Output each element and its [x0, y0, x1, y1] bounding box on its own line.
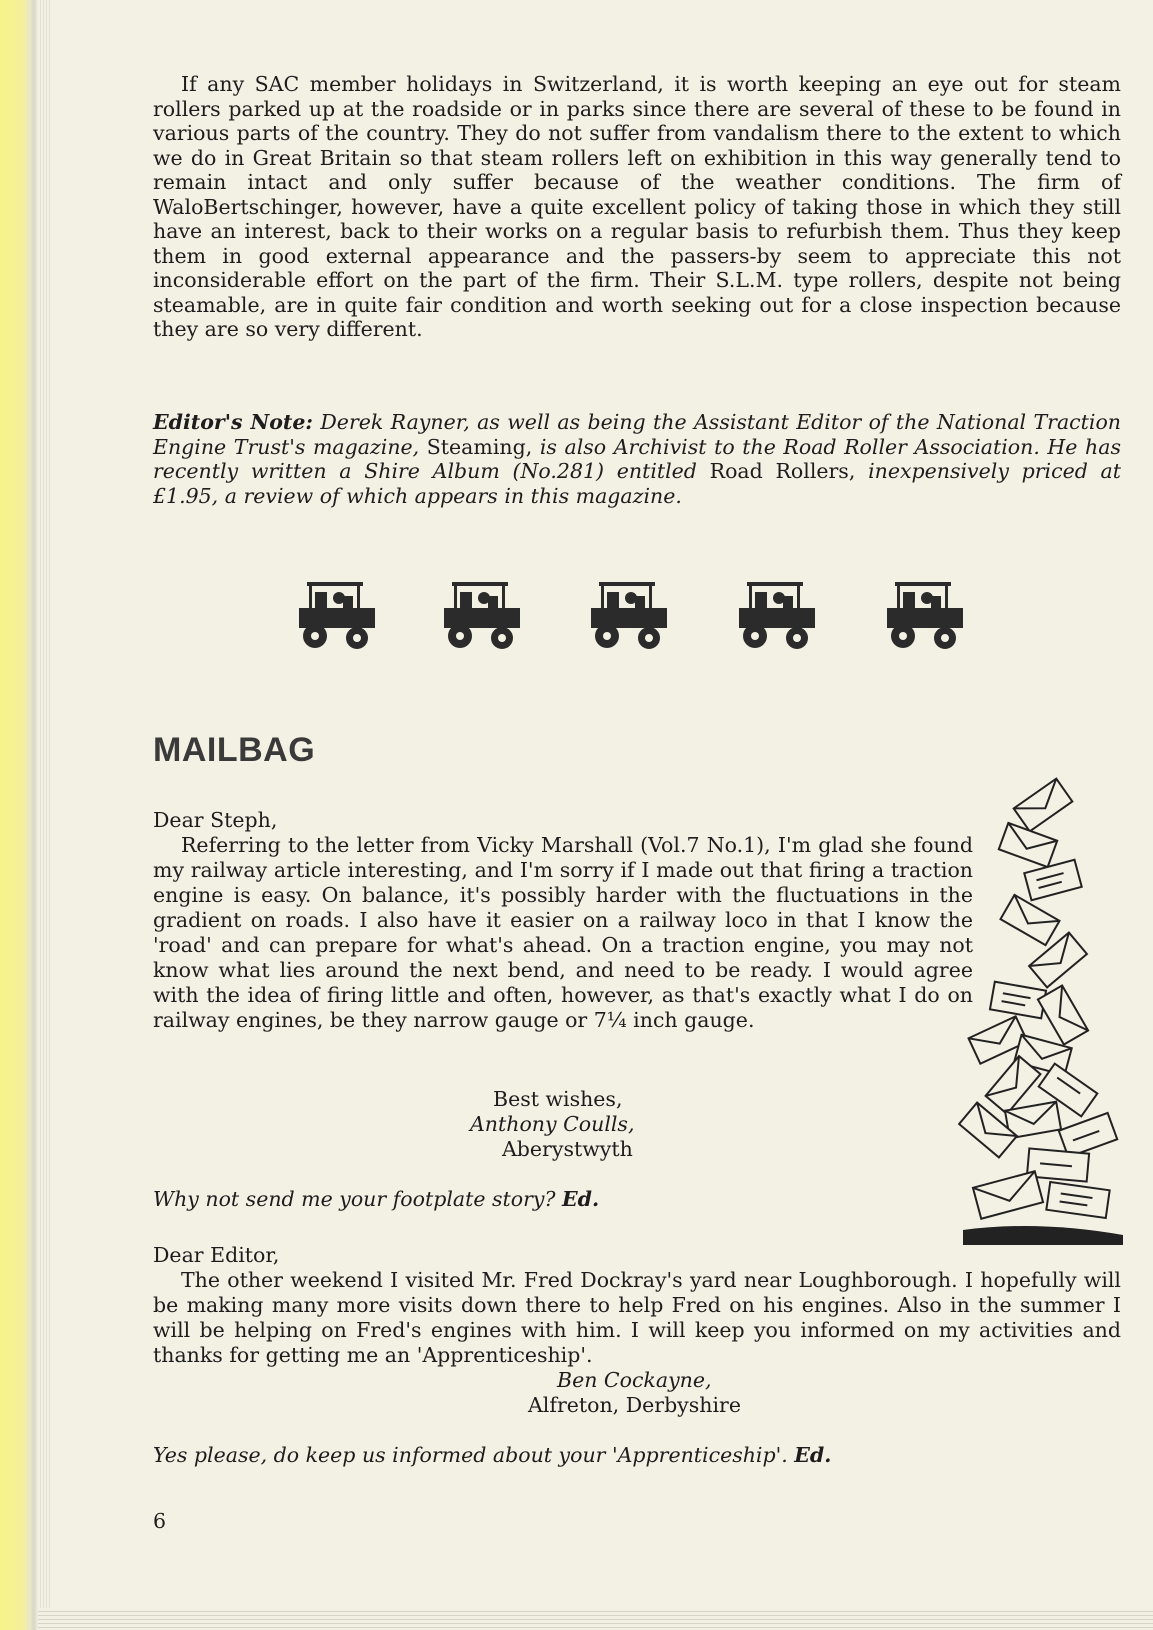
editors-note-text-3: inexpensively priced at £1.95, a review of which appears in this magazine. — [153, 459, 1122, 508]
mailbag-heading: MAILBAG — [153, 731, 316, 769]
steam-roller-icon — [440, 578, 524, 652]
steam-roller-divider — [295, 578, 985, 658]
steam-roller-icon — [587, 578, 671, 652]
steam-roller-icon — [735, 578, 819, 652]
letter1-signature: Anthony Coulls, — [470, 1112, 635, 1136]
reply-text: Why not send me your footplate story? — [153, 1187, 562, 1211]
reply-text: Yes please, do keep us informed about your 'Apprenticeship'. — [153, 1443, 795, 1467]
editors-note-text: Derek Rayner, as well as being the Assistant Editor of the National Traction Engine Trust's magazine, — [153, 410, 1121, 459]
letter2-editor-reply — [153, 1443, 831, 1468]
letter2-body: The other weekend I visited Mr. Fred Dockray's yard near Loughborough. I hopefully will be making many more visits down there to help Fred on his engines. Also in the summer I will be helping on Fred's engines with him. I will keep you informed on my activities and thanks for getting me an 'Apprenticeship'. — [153, 1268, 1121, 1367]
letter1-closing: Best wishes, — [493, 1087, 623, 1111]
ed-mark: Ed. — [794, 1443, 832, 1467]
book-title: Road Rollers, — [709, 459, 856, 483]
steam-roller-icon — [295, 578, 379, 652]
letter1-editor-reply — [153, 1187, 599, 1212]
steam-roller-icon — [883, 578, 967, 652]
editors-note-label: Editor's Note: — [153, 410, 313, 434]
letter2-signature: Ben Cockayne, — [557, 1368, 712, 1392]
letter2-salutation: Dear Editor, — [153, 1243, 280, 1267]
editors-note — [153, 410, 1121, 508]
mail-stack-illustration — [958, 775, 1128, 1245]
letter2-place: Alfreton, Derbyshire — [528, 1393, 741, 1417]
editors-note-text-2: is also Archivist to the Road Roller Association. He has recently written a Shire Album (No.281) entitled — [153, 434, 1121, 483]
magazine-title: Steaming, — [426, 434, 533, 459]
letter1-salutation: Dear Steph, — [153, 808, 278, 832]
letter1-body: Referring to the letter from Vicky Marshall (Vol.7 No.1), I'm glad she found my railway article interesting, and I'm sorry if I made out that firing a traction engine is easy. On balance, it's possibly harder with the fluctuations in the gradient on roads. I also have it easier on a railway loco in that I know the 'road' and can prepare for what's ahead. On a traction engine, you may not know what lies around the next bend, and need to be ready. I would agree with the idea of firing little and often, however, as that's exactly what I do on railway engines, be they narrow gauge or 7¼ inch gauge. — [153, 833, 973, 1032]
article-paragraph: If any SAC member holidays in Switzerland, it is worth keeping an eye out for steam rollers parked up at the roadside or in parks since there are several of these to be found in various parts of the country. They do not suffer from vandalism there to the extent to which we do in Great Britain so that steam rollers left on exhibition in this way generally tend to remain intact and only suffer because of the weather conditions. The firm of WaloBertschinger, however, have a quite excellent policy of taking those in which they still have an interest, back to their works on a regular basis to refurbish them. Thus they keep them in good external appearance and the passers-by seem to appreciate this not inconsiderable effort on the part of the firm. Their S.L.M. type rollers, despite not being steamable, are in quite fair condition and worth seeking out for a close inspection because they are so very different. — [153, 72, 1121, 341]
page-number: 6 — [153, 1509, 167, 1533]
ed-mark: Ed. — [561, 1187, 600, 1211]
letter1-place: Aberystwyth — [502, 1137, 633, 1161]
